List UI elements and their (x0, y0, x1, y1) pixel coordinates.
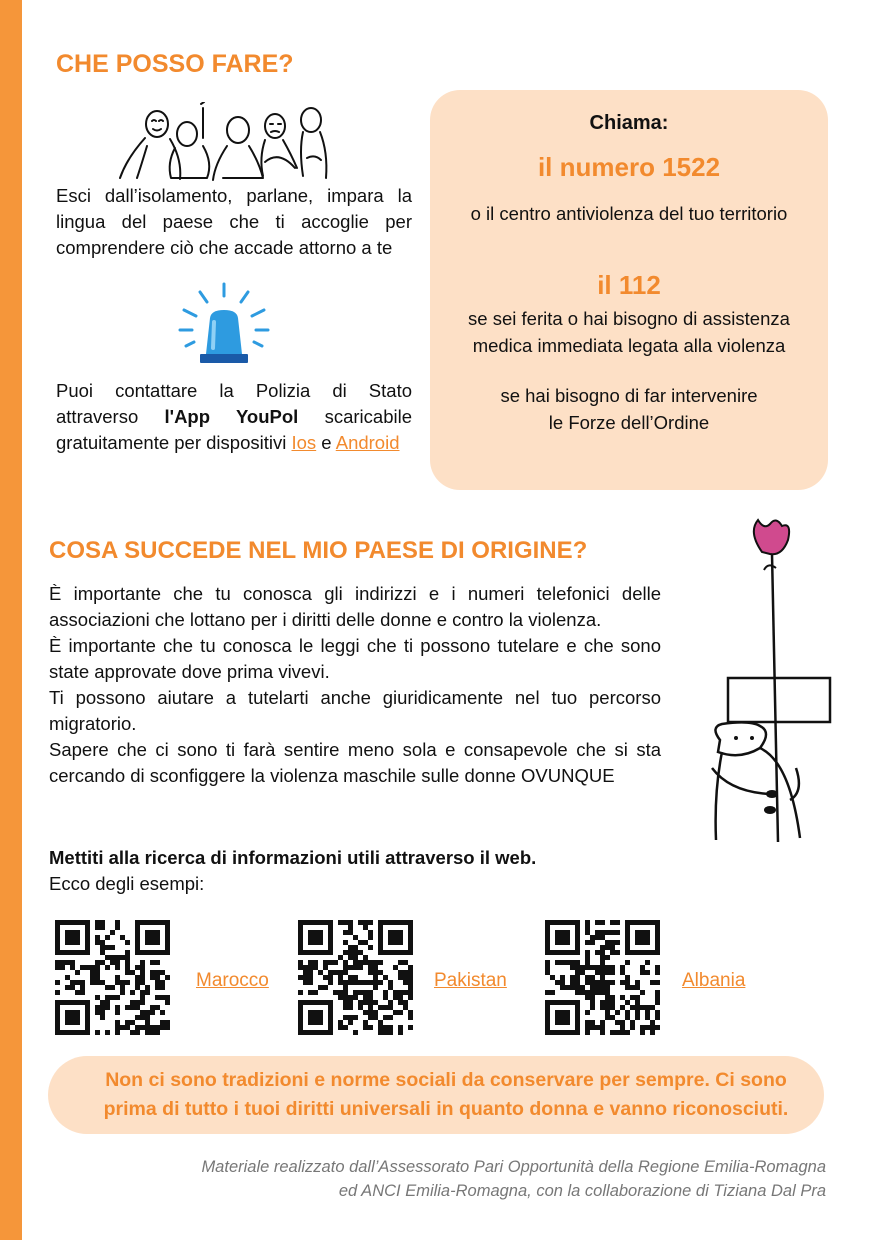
figure-holding-flower-illustration (700, 512, 840, 844)
youpol-text-before: Puoi contattare la Polizia di Stato attraverso (56, 380, 412, 427)
android-link[interactable]: Android (335, 432, 400, 453)
credits (201, 1155, 826, 1203)
ios-link[interactable]: Ios (291, 432, 317, 453)
antiviolence-center-text: o il centro antiviolenza del tuo territorio (470, 203, 788, 224)
emergency-call-box (430, 90, 828, 490)
search-info-bold: Mettiti alla ricerca di informazioni utili attraverso il web. (49, 847, 537, 868)
police-siren-icon (172, 282, 276, 366)
credits-line-1: Materiale realizzato dall’Assessorato Pari Opportunità della Regione Emilia-Romagna (201, 1158, 826, 1176)
credits-line-2: ed ANCI Emilia-Romagna, con la collaborazione di Tiziana Dal Pra (338, 1182, 826, 1200)
link-marocco[interactable]: Marocco (196, 970, 269, 991)
section-title-che-posso-fare: CHE POSSO FARE? (56, 50, 294, 78)
call-label: Chiama: (589, 112, 669, 134)
number-1522: il numero 1522 (537, 152, 721, 182)
origin-paragraph-2: È importante che tu conosca le leggi che ti possono tutelare e che sono state approvate dove prima vivevi. (49, 635, 661, 682)
group-people-illustration (115, 102, 335, 184)
link-albania[interactable]: Albania (682, 970, 746, 991)
search-info-block (49, 845, 669, 897)
qr-code-albania[interactable] (545, 920, 660, 1035)
number-112: il 112 (597, 270, 661, 300)
rights-banner (48, 1056, 824, 1134)
section-title-paese-di-origine: COSA SUCCEDE NEL MIO PAESE DI ORIGINE? (49, 537, 588, 564)
youpol-and: e (316, 432, 336, 453)
rights-banner-text: Non ci sono tradizioni e norme sociali da conservare per sempre. Ci sono prima di tutto i tuoi diritti universali in quanto donna e vanno riconosciuti. (103, 1069, 789, 1120)
link-pakistan[interactable]: Pakistan (434, 970, 507, 991)
origin-paragraph-4: Sapere che ci sono ti farà sentire meno sola e consapevole che si sta cercando di sconfiggere la violenza maschile sulle donne OVUNQUE (49, 739, 661, 786)
qr-code-pakistan[interactable] (298, 920, 413, 1035)
police-line-1: se hai bisogno di far intervenire (500, 385, 758, 406)
qr-code-marocco[interactable] (55, 920, 170, 1035)
isolation-paragraph: Esci dall’isolamento, parlane, impara la lingua del paese che ti accoglie per comprendere ciò che accade attorno a te (56, 185, 412, 258)
youpol-text-middle: scaricabile gratuitamente per dispositivi (56, 406, 412, 453)
police-line-2: le Forze dell’Ordine (548, 412, 710, 433)
origin-paragraph-3: Ti possono aiutare a tutelarti anche giuridicamente nel tuo percorso migratorio. (49, 687, 661, 734)
left-accent-stripe (0, 0, 22, 1240)
origin-paragraph-1: È importante che tu conosca gli indirizzi e i numeri telefonici delle associazioni che lottano per i diritti delle donne e contro la violenza. (49, 583, 661, 630)
injured-line-2: medica immediata legata alla violenza (472, 335, 786, 356)
examples-label: Ecco degli esempi: (49, 873, 205, 894)
origin-country-text (49, 581, 661, 789)
youpol-app-name: l'App YouPol (164, 406, 299, 427)
injured-line-1: se sei ferita o hai bisogno di assistenza (468, 308, 790, 329)
youpol-paragraph (56, 378, 412, 456)
